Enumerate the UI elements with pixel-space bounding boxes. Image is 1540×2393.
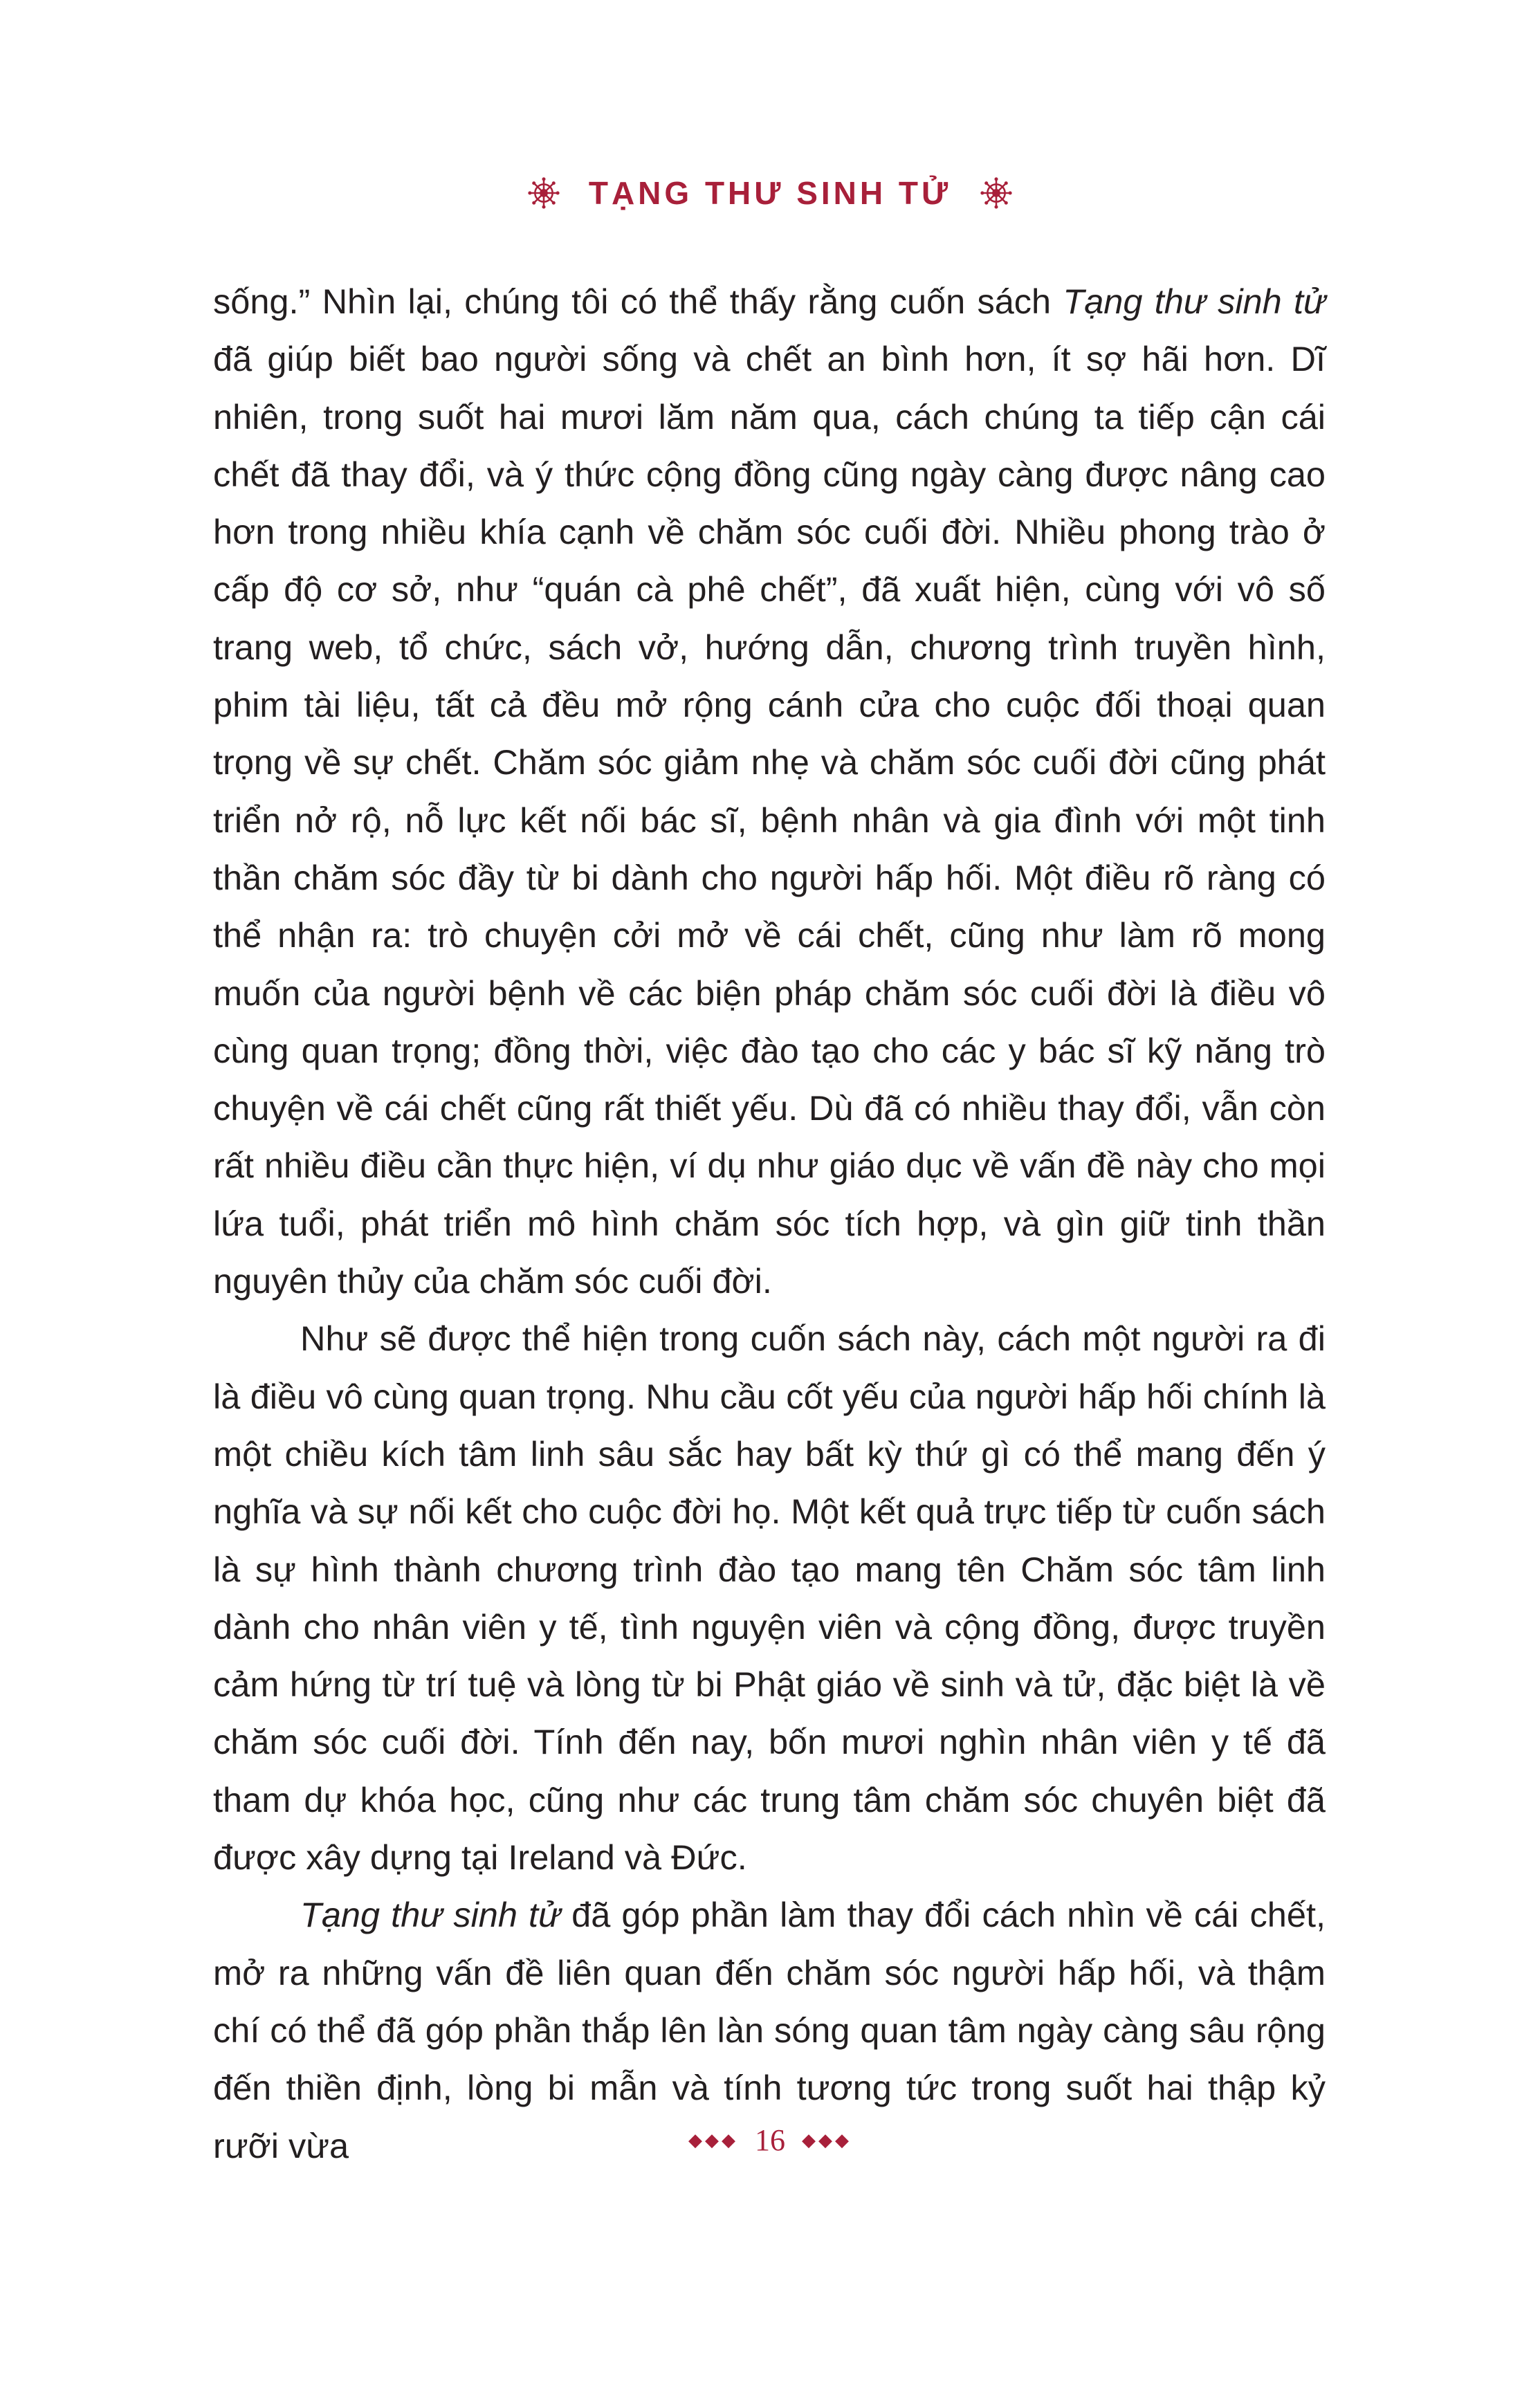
book-title-italic: Tạng thư sinh tử — [1063, 282, 1326, 321]
book-title-italic: Tạng thư sinh tử — [300, 1895, 561, 1935]
paragraph-text: đã giúp biết bao người sống và chết an bình hơn, ít sợ hãi hơn. Dĩ nhiên, trong suốt hai mươi lăm năm qua, cách chúng ta tiếp cận cái chết đã thay đổi, và ý thức cộng đồng cũng ngày càng được nâng cao hơn trong nhiều khía cạnh về chăm sóc cuối đời. Nhiều phong trào ở cấp độ cơ sở, như “quán cà phê chết”, đã xuất hiện, cùng với vô số trang web, tổ chức, sách vở, hướng dẫn, chương trình truyền hình, phim tài liệu, tất cả đều mở rộng cánh cửa cho cuộc đối thoại quan trọng về sự chết. Chăm sóc giảm nhẹ và chăm sóc cuối đời cũng phát triển nở rộ, nỗ lực kết nối bác sĩ, bệnh nhân và gia đình với một tinh thần chăm sóc đầy từ bi dành cho người hấp hối. Một điều rõ ràng có thể nhận ra: trò chuyện cởi mở về cái chết, cũng như làm rõ mong muốn của người bệnh về các biện pháp chăm sóc cuối đời là điều vô cùng quan trọng; đồng thời, việc đào tạo cho các y bác sĩ kỹ năng trò chuyện về cái chết cũng rất thiết yếu. Dù đã có nhiều thay đổi, vẫn còn rất nhiều điều cần thực hiện, ví dụ như giáo dục về vấn đề này cho mọi lứa tuổi, phát triển mô hình chăm sóc tích hợp, và gìn giữ tinh thần nguyên thủy của chăm sóc cuối đời. — [213, 339, 1326, 1301]
ornament-right: ◆◆◆ — [802, 2129, 852, 2150]
paragraph — [213, 1310, 1326, 1886]
ornament-left: ◆◆◆ — [688, 2129, 738, 2150]
paragraph-text: đã góp phần làm thay đổi cách nhìn về cái chết, mở ra những vấn đề liên quan đến chăm sóc người hấp hối, và thậm chí có thể đã góp phần thắp lên làn sóng quan tâm ngày càng sâu rộng đến thiền định, lòng bi mẫn và tính tương tức trong suốt hai thập kỷ rưỡi vừa — [213, 1895, 1326, 2165]
dharma-wheel-icon — [528, 177, 560, 209]
paragraph-text: sống.” Nhìn lại, chúng tôi có thể thấy rằng cuốn sách — [213, 282, 1063, 321]
book-title: TẠNG THƯ SINH TỬ — [588, 175, 952, 211]
page-footer — [0, 2122, 1540, 2158]
paragraph — [213, 273, 1326, 1310]
page-number: 16 — [755, 2123, 785, 2157]
dharma-wheel-icon — [980, 177, 1012, 209]
running-header — [0, 174, 1540, 212]
paragraph-text: Như sẽ được thể hiện trong cuốn sách này, cách một người ra đi là điều vô cùng quan trọng. Nhu cầu cốt yếu của người hấp hối chính là một chiều kích tâm linh sâu sắc hay bất kỳ thứ gì có thể mang đến ý nghĩa và sự nối kết cho cuộc đời họ. Một kết quả trực tiếp từ cuốn sách là sự hình thành chương trình đào tạo mang tên Chăm sóc tâm linh dành cho nhân viên y tế, tình nguyện viên và cộng đồng, được truyền cảm hứng từ trí tuệ và lòng từ bi Phật giáo về sinh và tử, đặc biệt là về chăm sóc cuối đời. Tính đến nay, bốn mươi nghìn nhân viên y tế đã tham dự khóa học, cũng như các trung tâm chăm sóc chuyên biệt đã được xây dựng tại Ireland và Đức. — [213, 1319, 1326, 1878]
body-text — [213, 273, 1326, 2174]
